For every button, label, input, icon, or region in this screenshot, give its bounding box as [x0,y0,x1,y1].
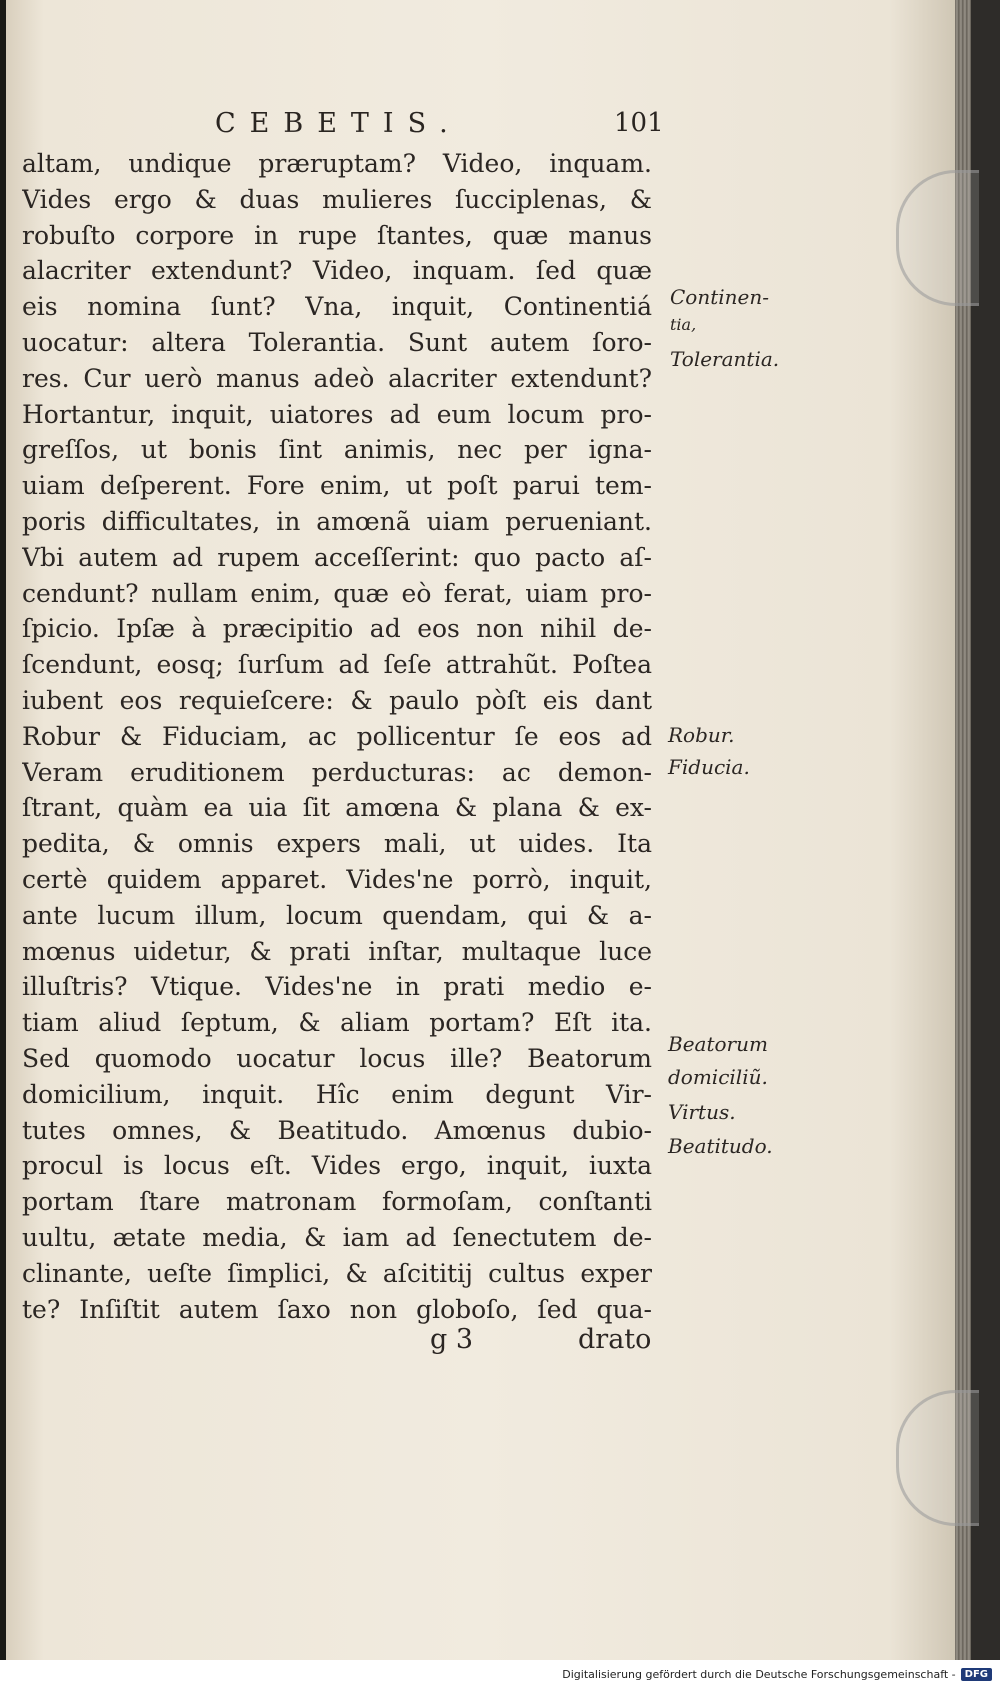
digitization-credit-bar [0,1660,1000,1689]
text-line: certè quidem apparet. Vides'ne porrò, inquit, [22,864,652,894]
text-line: ante lucum illum, locum quendam, qui & a- [22,900,652,930]
text-line: uocatur: altera Tolerantia. Sunt autem ſoro- [22,327,652,357]
text-line: robuſto corpore in rupe ſtantes, quæ manus [22,220,652,250]
text-line: Sed quomodo uocatur locus ille? Beatorum [22,1043,652,1073]
text-line: ſpicio. Ipſæ à præcipitio ad eos non nihil de- [22,614,652,644]
text-line: alacriter extendunt? Video, inquam. ſed quæ [22,256,652,286]
marginal-note-continentia-cont: tia, [670,315,697,334]
text-line: greſſos, ut bonis ſint animis, nec per igna- [22,435,652,465]
marginal-note-virtus: Virtus. [668,1100,736,1124]
text-line: te? Inſiſtit autem ſaxo non globoſo, ſed qua- [22,1294,652,1324]
text-line: tiam aliud ſeptum, & aliam portam? Eſt ita. [22,1008,652,1038]
text-line: ſtrant, quàm ea uia ſit amœna & plana & ex- [22,793,652,823]
signature-mark: g 3 [430,1324,474,1355]
text-line: domicilium, inquit. Hîc enim degunt Vir- [22,1079,652,1109]
catchword: drato [578,1324,652,1355]
credit-text: Digitalisierung gefördert durch die Deutsche Forschungsgemeinschaft - [562,1668,956,1681]
marginal-note-beatitudo: Beatitudo. [668,1134,773,1158]
page-number: 101 [614,108,664,138]
text-line: mœnus uidetur, & prati inſtar, multaque luce [22,936,652,966]
text-line: poris difficultates, in amœnã uiam perueniant. [22,506,652,536]
text-line: Hortantur, inquit, uiatores ad eum locum pro- [22,399,652,429]
text-line: Vides ergo & duas mulieres ſucciplenas, & [22,184,652,214]
text-line: procul is locus eſt. Vides ergo, inquit, iuxta [22,1151,652,1181]
text-line: uiam deſperent. Fore enim, ut poſt parui tem- [22,471,652,501]
text-line: clinante, ueſte ſimplici, & aſcititij cultus exper [22,1258,652,1288]
body-text [22,146,652,1327]
text-line: Vbi autem ad rupem acceſſerint: quo pacto aſ- [22,542,652,572]
marginal-note-domicilium: domiciliũ. [668,1065,768,1089]
running-title: CEBETIS. [215,108,462,139]
marginal-note-fiducia: Fiducia. [668,755,750,779]
text-line: pedita, & omnis expers mali, ut uides. Ita [22,829,652,859]
text-line: tutes omnes, & Beatitudo. Amœnus dubio- [22,1115,652,1145]
marginal-note-tolerantia: Tolerantia. [670,347,780,371]
text-line: Veram eruditionem perducturas: ac demon- [22,757,652,787]
marginal-note-continentia: Continen- [670,285,770,309]
text-line: portam ſtare matronam formoſam, conſtanti [22,1187,652,1217]
text-line: Robur & Fiduciam, ac pollicentur ſe eos ad [22,721,652,751]
text-line: eis nomina ſunt? Vna, inquit, Continentiá [22,292,652,322]
text-line: iubent eos requieſcere: & paulo pòſt eis dant [22,685,652,715]
text-line: res. Cur uerò manus adeò alacriter extendunt? [22,363,652,393]
text-line: ſcendunt, eosq; ſurſum ad ſeſe attrahũt. Poſtea [22,650,652,680]
text-line: illuſtris? Vtique. Vides'ne in prati medio e- [22,972,652,1002]
text-line: altam, undique præruptam? Video, inquam. [22,149,652,178]
text-line: uultu, ætate media, & iam ad ſenectutem de- [22,1222,652,1252]
marginal-note-beatorum: Beatorum [668,1032,768,1056]
marginal-note-robur: Robur. [668,723,735,747]
dfg-logo: DFG [961,1668,992,1681]
text-line: cendunt? nullam enim, quæ eò ferat, uiam pro- [22,578,652,608]
